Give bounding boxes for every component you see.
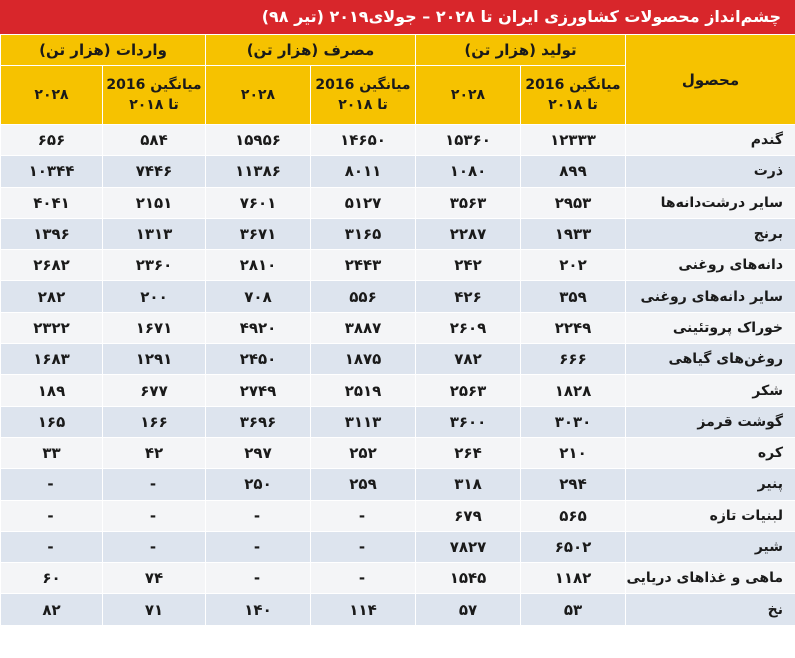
- product-name-cell: ماهی و غذاهای دریایی: [626, 563, 795, 594]
- header-consumption: مصرف (هزار تن): [206, 35, 416, 66]
- consumption-avg-cell: ۲۵۱۹: [311, 375, 416, 406]
- production-avg-cell: ۲۲۴۹: [521, 312, 626, 343]
- production-avg-cell: ۵۳: [521, 594, 626, 625]
- imports-avg-cell: ۶۷۷: [103, 375, 206, 406]
- production-avg-cell: ۶۵۰۲: [521, 531, 626, 562]
- production-avg-cell: ۶۶۶: [521, 344, 626, 375]
- production-2028-cell: ۳۵۶۳: [416, 187, 521, 218]
- product-name-cell: خوراک پروتئینی: [626, 312, 795, 343]
- production-2028-cell: ۲۶۴: [416, 437, 521, 468]
- imports-2028-cell: ۸۲: [1, 594, 103, 625]
- header-production-2028: ۲۰۲۸: [416, 66, 521, 125]
- production-avg-cell: ۲۹۴: [521, 469, 626, 500]
- imports-2028-cell: ۲۳۲۲: [1, 312, 103, 343]
- consumption-avg-cell: -: [311, 531, 416, 562]
- table-row: [1, 156, 795, 187]
- consumption-avg-cell: ۱۴۶۵۰: [311, 125, 416, 156]
- production-avg-cell: ۲۹۵۳: [521, 187, 626, 218]
- consumption-avg-cell: ۲۴۴۳: [311, 250, 416, 281]
- imports-2028-cell: ۱۶۵: [1, 406, 103, 437]
- production-avg-cell: ۲۰۲: [521, 250, 626, 281]
- consumption-avg-cell: ۱۱۴: [311, 594, 416, 625]
- production-2028-cell: ۳۶۰۰: [416, 406, 521, 437]
- consumption-2028-cell: ۱۱۳۸۶: [206, 156, 311, 187]
- table-row: [1, 187, 795, 218]
- product-name-cell: لبنیات تازه: [626, 500, 795, 531]
- production-2028-cell: ۴۲۶: [416, 281, 521, 312]
- product-name-cell: کره: [626, 437, 795, 468]
- header-product: محصول: [626, 35, 795, 125]
- imports-2028-cell: ۶۵۶: [1, 125, 103, 156]
- consumption-avg-cell: -: [311, 563, 416, 594]
- imports-2028-cell: ۱۶۸۳: [1, 344, 103, 375]
- consumption-2028-cell: ۷۶۰۱: [206, 187, 311, 218]
- consumption-2028-cell: ۲۸۱۰: [206, 250, 311, 281]
- table-row: [1, 500, 795, 531]
- production-avg-cell: ۱۸۲۸: [521, 375, 626, 406]
- imports-2028-cell: ۲۸۲: [1, 281, 103, 312]
- imports-avg-cell: -: [103, 500, 206, 531]
- table-row: [1, 312, 795, 343]
- production-avg-cell: ۵۶۵: [521, 500, 626, 531]
- imports-avg-cell: ۱۳۱۳: [103, 218, 206, 249]
- consumption-avg-cell: ۸۰۱۱: [311, 156, 416, 187]
- consumption-2028-cell: ۲۴۵۰: [206, 344, 311, 375]
- product-name-cell: نخ: [626, 594, 795, 625]
- consumption-avg-cell: ۳۸۸۷: [311, 312, 416, 343]
- imports-avg-cell: ۴۲: [103, 437, 206, 468]
- imports-avg-cell: -: [103, 531, 206, 562]
- header-production-avg: میانگین 2016 تا ۲۰۱۸: [521, 66, 626, 125]
- imports-avg-cell: -: [103, 469, 206, 500]
- header-production: تولید (هزار تن): [416, 35, 626, 66]
- imports-avg-cell: ۷۴۴۶: [103, 156, 206, 187]
- imports-avg-cell: ۷۱: [103, 594, 206, 625]
- table-row: [1, 563, 795, 594]
- table-row: [1, 250, 795, 281]
- production-2028-cell: ۱۰۸۰: [416, 156, 521, 187]
- production-2028-cell: ۲۶۰۹: [416, 312, 521, 343]
- consumption-2028-cell: ۲۹۷: [206, 437, 311, 468]
- product-name-cell: شیر: [626, 531, 795, 562]
- header-consumption-2028: ۲۰۲۸: [206, 66, 311, 125]
- consumption-2028-cell: ۲۷۴۹: [206, 375, 311, 406]
- production-avg-cell: ۱۱۸۲: [521, 563, 626, 594]
- consumption-avg-cell: ۲۵۹: [311, 469, 416, 500]
- consumption-2028-cell: ۷۰۸: [206, 281, 311, 312]
- production-2028-cell: ۲۵۶۳: [416, 375, 521, 406]
- header-imports-avg: میانگین 2016 تا ۲۰۱۸: [103, 66, 206, 125]
- product-name-cell: برنج: [626, 218, 795, 249]
- production-avg-cell: ۳۵۹: [521, 281, 626, 312]
- imports-2028-cell: -: [1, 500, 103, 531]
- product-name-cell: گوشت قرمز: [626, 406, 795, 437]
- product-name-cell: سایر درشت‌دانه‌ها: [626, 187, 795, 218]
- production-avg-cell: ۱۹۳۳: [521, 218, 626, 249]
- consumption-avg-cell: ۳۱۱۳: [311, 406, 416, 437]
- product-name-cell: سایر دانه‌های روغنی: [626, 281, 795, 312]
- product-name-cell: پنیر: [626, 469, 795, 500]
- table-row: [1, 406, 795, 437]
- consumption-2028-cell: -: [206, 563, 311, 594]
- consumption-avg-cell: ۵۵۶: [311, 281, 416, 312]
- imports-2028-cell: ۴۰۴۱: [1, 187, 103, 218]
- production-avg-cell: ۸۹۹: [521, 156, 626, 187]
- imports-2028-cell: -: [1, 469, 103, 500]
- table-title: چشم‌انداز محصولات کشاورزی ایران تا ۲۰۲۸ – جولای۲۰۱۹ (تیر ۹۸): [0, 0, 795, 34]
- table-row: [1, 469, 795, 500]
- product-name-cell: شکر: [626, 375, 795, 406]
- production-2028-cell: ۷۸۲۷: [416, 531, 521, 562]
- production-2028-cell: ۲۴۲: [416, 250, 521, 281]
- header-consumption-avg: میانگین 2016 تا ۲۰۱۸: [311, 66, 416, 125]
- imports-avg-cell: ۱۶۷۱: [103, 312, 206, 343]
- production-2028-cell: ۲۲۸۷: [416, 218, 521, 249]
- imports-2028-cell: ۲۶۸۲: [1, 250, 103, 281]
- header-imports: واردات (هزار تن): [1, 35, 206, 66]
- imports-avg-cell: ۲۳۶۰: [103, 250, 206, 281]
- imports-2028-cell: ۱۳۹۶: [1, 218, 103, 249]
- imports-avg-cell: ۲۱۵۱: [103, 187, 206, 218]
- production-avg-cell: ۲۱۰: [521, 437, 626, 468]
- consumption-2028-cell: -: [206, 500, 311, 531]
- production-2028-cell: ۶۷۹: [416, 500, 521, 531]
- table-row: [1, 375, 795, 406]
- imports-avg-cell: ۵۸۴: [103, 125, 206, 156]
- production-2028-cell: ۳۱۸: [416, 469, 521, 500]
- production-2028-cell: ۱۵۴۵: [416, 563, 521, 594]
- production-avg-cell: ۱۲۳۳۳: [521, 125, 626, 156]
- consumption-2028-cell: ۱۴۰: [206, 594, 311, 625]
- product-name-cell: روغن‌های گیاهی: [626, 344, 795, 375]
- header-group-row: [1, 35, 795, 66]
- table-row: [1, 594, 795, 625]
- imports-avg-cell: ۷۴: [103, 563, 206, 594]
- table-row: [1, 281, 795, 312]
- table-body: [1, 125, 795, 626]
- imports-avg-cell: ۱۶۶: [103, 406, 206, 437]
- production-2028-cell: ۱۵۳۶۰: [416, 125, 521, 156]
- imports-avg-cell: ۲۰۰: [103, 281, 206, 312]
- data-table: [0, 34, 795, 626]
- table-row: [1, 531, 795, 562]
- header-imports-2028: ۲۰۲۸: [1, 66, 103, 125]
- consumption-avg-cell: ۲۵۲: [311, 437, 416, 468]
- consumption-2028-cell: ۲۵۰: [206, 469, 311, 500]
- consumption-2028-cell: ۳۶۹۶: [206, 406, 311, 437]
- imports-2028-cell: ۱۰۳۴۴: [1, 156, 103, 187]
- production-2028-cell: ۷۸۲: [416, 344, 521, 375]
- imports-avg-cell: ۱۲۹۱: [103, 344, 206, 375]
- production-avg-cell: ۳۰۳۰: [521, 406, 626, 437]
- product-name-cell: گندم: [626, 125, 795, 156]
- table-row: [1, 125, 795, 156]
- consumption-avg-cell: ۱۸۷۵: [311, 344, 416, 375]
- imports-2028-cell: -: [1, 531, 103, 562]
- consumption-2028-cell: -: [206, 531, 311, 562]
- consumption-avg-cell: ۵۱۲۷: [311, 187, 416, 218]
- consumption-avg-cell: ۳۱۶۵: [311, 218, 416, 249]
- product-name-cell: دانه‌های روغنی: [626, 250, 795, 281]
- consumption-2028-cell: ۴۹۲۰: [206, 312, 311, 343]
- table-row: [1, 437, 795, 468]
- consumption-2028-cell: ۱۵۹۵۶: [206, 125, 311, 156]
- production-2028-cell: ۵۷: [416, 594, 521, 625]
- imports-2028-cell: ۶۰: [1, 563, 103, 594]
- table-row: [1, 344, 795, 375]
- consumption-avg-cell: -: [311, 500, 416, 531]
- product-name-cell: ذرت: [626, 156, 795, 187]
- consumption-2028-cell: ۳۶۷۱: [206, 218, 311, 249]
- imports-2028-cell: ۳۳: [1, 437, 103, 468]
- imports-2028-cell: ۱۸۹: [1, 375, 103, 406]
- table-row: [1, 218, 795, 249]
